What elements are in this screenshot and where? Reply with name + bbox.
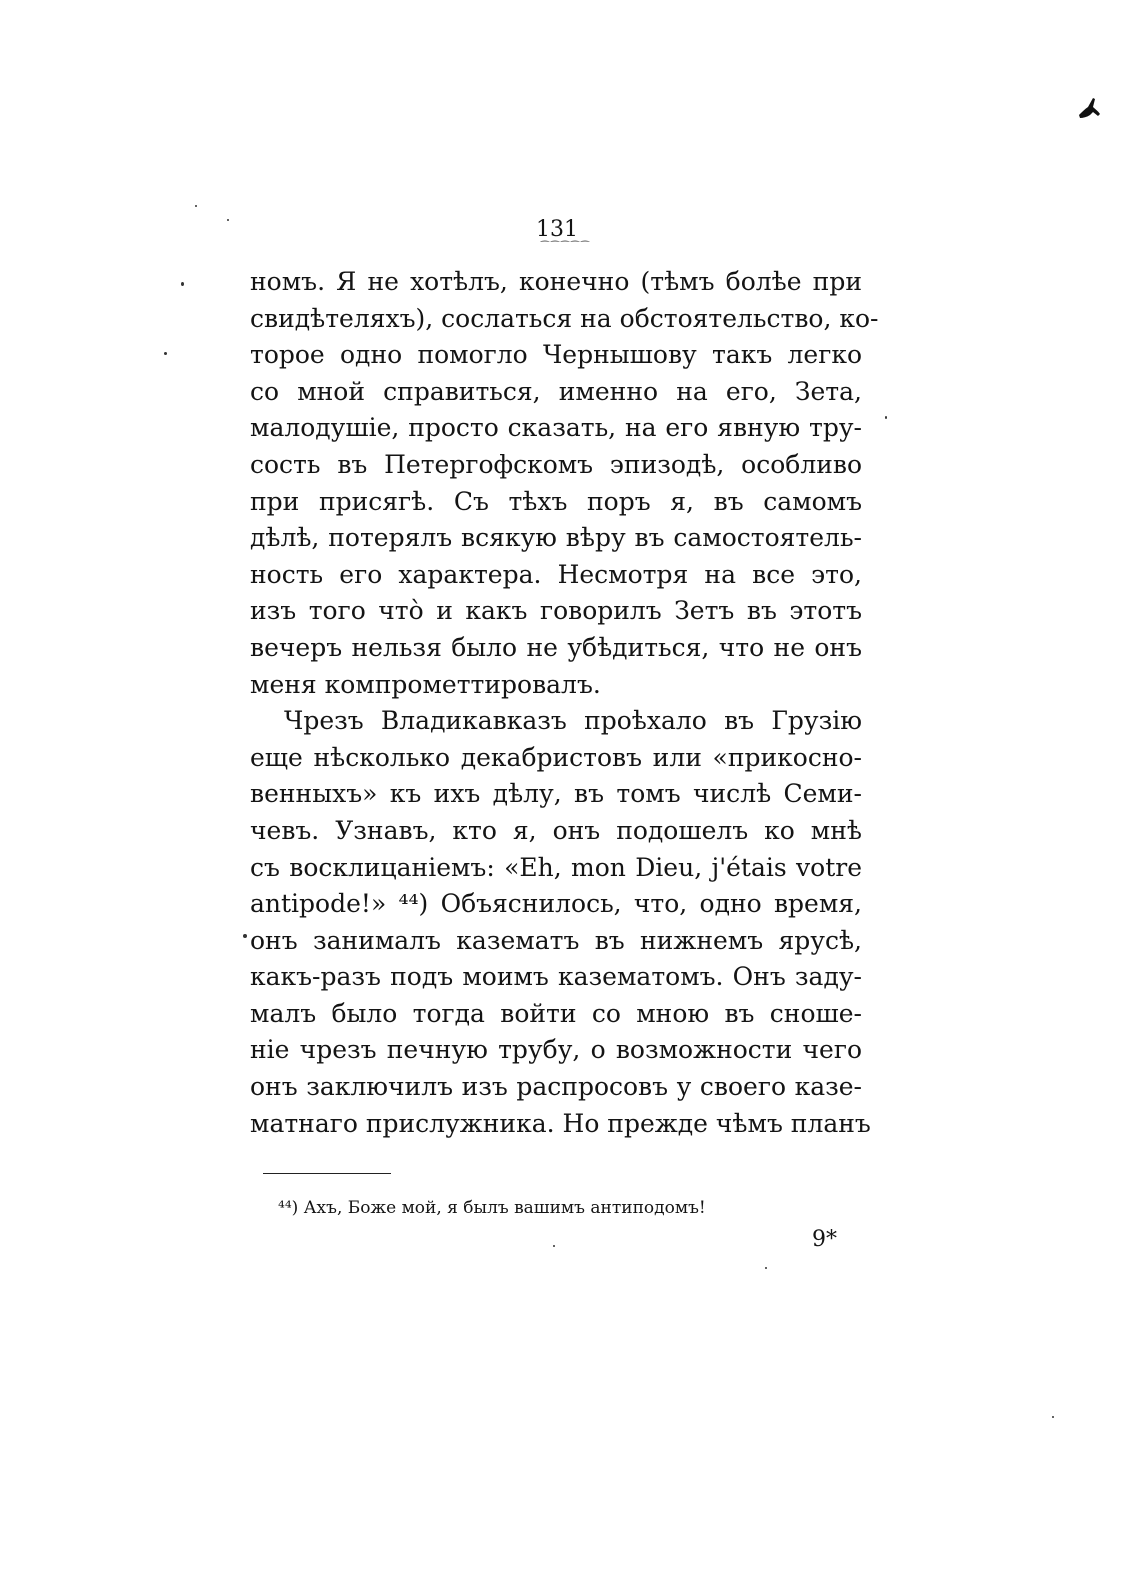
text-line: съ восклицаніемъ: «Eh, mon Dieu, j'étais votre — [250, 852, 862, 882]
page-number: 131 — [536, 217, 578, 242]
text-line: малодушіе, просто сказать, на его явную тру- — [250, 413, 862, 443]
text-line: еще нѣсколько декабристовъ или «прикосно- — [250, 742, 862, 772]
scan-speck — [765, 1267, 767, 1269]
text-line: матнаго прислужника. Но прежде чѣмъ планъ — [250, 1108, 871, 1138]
scan-speck — [243, 934, 247, 938]
text-line: со мной справиться, именно на его, Зета, — [250, 376, 862, 406]
footnote-rule — [263, 1173, 391, 1174]
scan-speck — [227, 219, 229, 221]
text-line: изъ того что̀ и какъ говорилъ Зетъ въ этотъ — [250, 596, 862, 626]
scan-speck — [885, 416, 887, 419]
page-number-ornament: ⁀⁀⁀⁀⁀ — [540, 242, 592, 253]
scan-speck — [1052, 1416, 1054, 1418]
text-line: номъ. Я не хотѣлъ, конечно (тѣмъ болѣе при — [250, 267, 862, 296]
text-line: торое одно помогло Чернышову такъ легко — [250, 340, 862, 370]
text-line: сость въ Петергофскомъ эпизодѣ, особливо — [250, 449, 862, 479]
scan-speck — [195, 205, 197, 207]
text-line: малъ было тогда войти со мною въ сноше- — [250, 998, 862, 1028]
scan-speck — [164, 352, 167, 355]
ink-blot-mark — [1076, 95, 1102, 121]
text-line: онъ заключилъ изъ распросовъ у своего казе- — [250, 1072, 862, 1102]
text-line: дѣлѣ, потерялъ всякую вѣру въ самостоятель- — [250, 523, 862, 553]
scan-speck — [553, 1245, 555, 1247]
text-line: при присягѣ. Съ тѣхъ поръ я, въ самомъ — [250, 486, 862, 516]
text-line: свидѣтеляхъ), сослаться на обстоятельство, ко- — [250, 303, 879, 333]
text-line: вечеръ нельзя было не убѣдиться, что не онъ — [250, 632, 862, 662]
text-line: чевъ. Узнавъ, кто я, онъ подошелъ ко мнѣ — [250, 815, 862, 845]
footnote: ⁴⁴) Ахъ, Боже мой, я былъ вашимъ антиподомъ! — [278, 1198, 706, 1218]
text-line: ніе чрезъ печную трубу, о возможности чего — [250, 1035, 862, 1065]
body-text — [250, 264, 879, 1142]
text-line: antipode!» ⁴⁴) Объяснилось, что, одно время, — [250, 889, 862, 919]
text-line: какъ-разъ подъ моимъ казематомъ. Онъ заду- — [250, 962, 862, 992]
scan-speck — [181, 282, 184, 286]
text-line: венныхъ» къ ихъ дѣлу, въ томъ числѣ Семи- — [250, 779, 862, 809]
text-line: меня компрометтировалъ. — [250, 669, 601, 699]
text-line: онъ занималъ казематъ въ нижнемъ ярусѣ, — [250, 925, 862, 955]
signature-mark: 9* — [812, 1227, 837, 1252]
text-line: Чрезъ Владикавказъ проѣхало въ Грузію — [284, 706, 862, 736]
text-line: ность его характера. Несмотря на все это, — [250, 559, 862, 589]
